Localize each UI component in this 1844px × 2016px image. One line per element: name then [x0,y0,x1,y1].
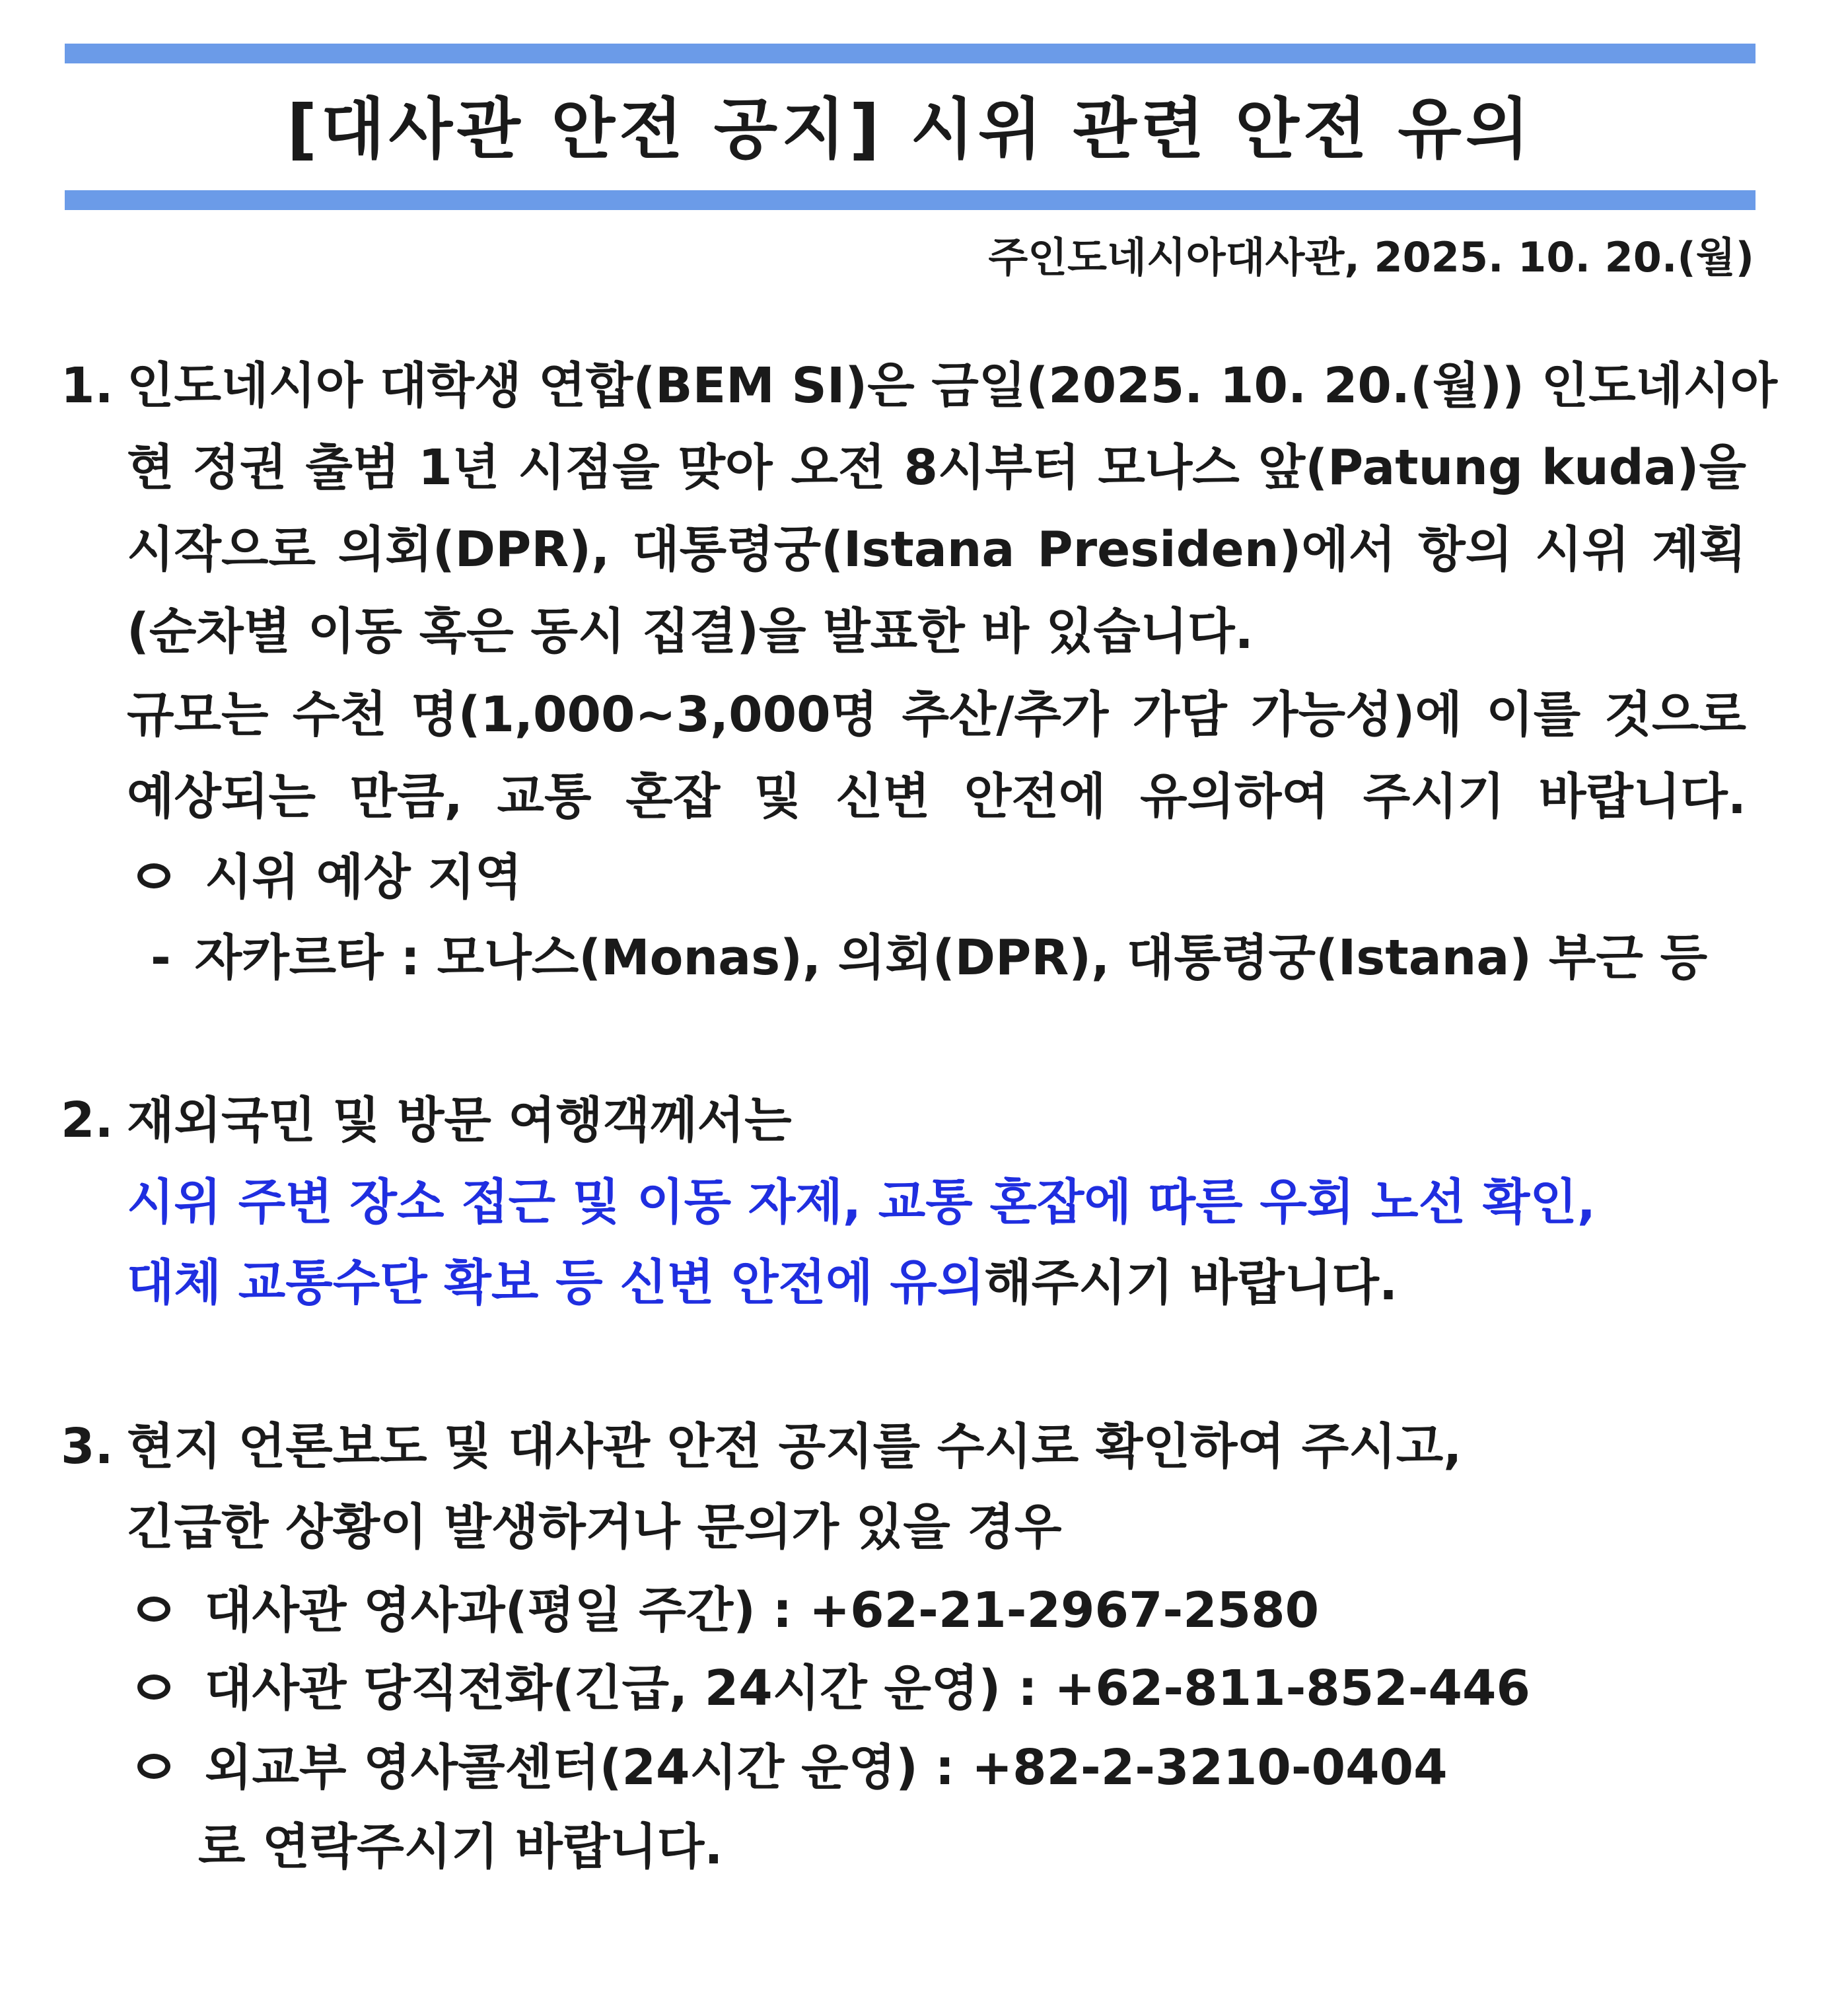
circle-bullet-icon [137,1674,170,1700]
section-1-bullet [137,844,522,910]
contact-text: 대사관 당직전화(긴급, 24시간 운영) : +62-811-852-446 [205,1660,1530,1717]
notice-title: [대사관 안전 공지] 시위 관련 안전 유의 [287,90,1534,168]
section-1-line: (순차별 이동 혹은 동시 집결)을 발표한 바 있습니다. [127,603,1254,660]
section-1-line: 규모는 수천 명(1,000~3,000명 추산/추가 가담 가능성)에 이를 것으로 [127,686,1746,743]
section-2-highlight-line: 시위 주변 장소 접근 및 이동 자제, 교통 혼잡에 따른 우회 노선 확인, [127,1174,1596,1231]
section-2-line: 재외국민 및 방문 여행객께서는 [127,1092,792,1149]
section-1-number: 1. [61,357,114,414]
section-1-line: 인도네시아 대학생 연합(BEM SI)은 금일(2025. 10. 20.(월)) 인도네시아 [127,357,1778,414]
contact-item [137,1735,1448,1801]
section-2-line [127,1250,1398,1316]
section-2-highlight-text: 대체 교통수단 확보 등 신변 안전에 유의 [127,1254,985,1311]
section-3-closing: 로 연락주시기 바랍니다. [198,1818,723,1875]
header-rule-top [65,44,1755,63]
section-1-line: 현 정권 출범 1년 시점을 맞아 오전 8시부터 모나스 앞(Patung kuda)을 [127,439,1746,496]
section-1-line: 예상되는 만큼, 교통 혼잡 및 신변 안전에 유의하여 주시기 바랍니다. [127,768,1746,825]
section-1-dash-item [151,925,1707,991]
contact-item [137,1577,1319,1643]
section-2-rest-text: 해주시기 바랍니다. [984,1254,1398,1311]
dash-marker: - [151,929,171,986]
contact-item [137,1655,1530,1721]
circle-bullet-icon [137,863,170,888]
contact-text: 대사관 영사과(평일 주간) : +62-21-2967-2580 [205,1582,1320,1639]
header-rule-bottom [65,190,1755,210]
section-3-line: 긴급한 상황이 발생하거나 문의가 있을 경우 [127,1499,1062,1556]
notice-dateline: 주인도네시아대사관, 2025. 10. 20.(월) [988,233,1754,281]
section-2-number: 2. [61,1092,114,1149]
circle-bullet-icon [137,1597,170,1622]
bullet-label: 시위 예상 지역 [205,849,522,906]
dash-item-text: 자카르타 : 모나스(Monas), 의회(DPR), 대통령궁(Istana) 부근 등 [194,929,1708,986]
section-3-number: 3. [61,1418,114,1475]
contact-text: 외교부 영사콜센터(24시간 운영) : +82-2-3210-0404 [205,1739,1448,1796]
section-3-line: 현지 언론보도 및 대사관 안전 공지를 수시로 확인하여 주시고, [127,1418,1462,1475]
circle-bullet-icon [137,1754,170,1779]
section-1-line: 시작으로 의회(DPR), 대통령궁(Istana Presiden)에서 항의 시위 계획 [127,521,1746,578]
